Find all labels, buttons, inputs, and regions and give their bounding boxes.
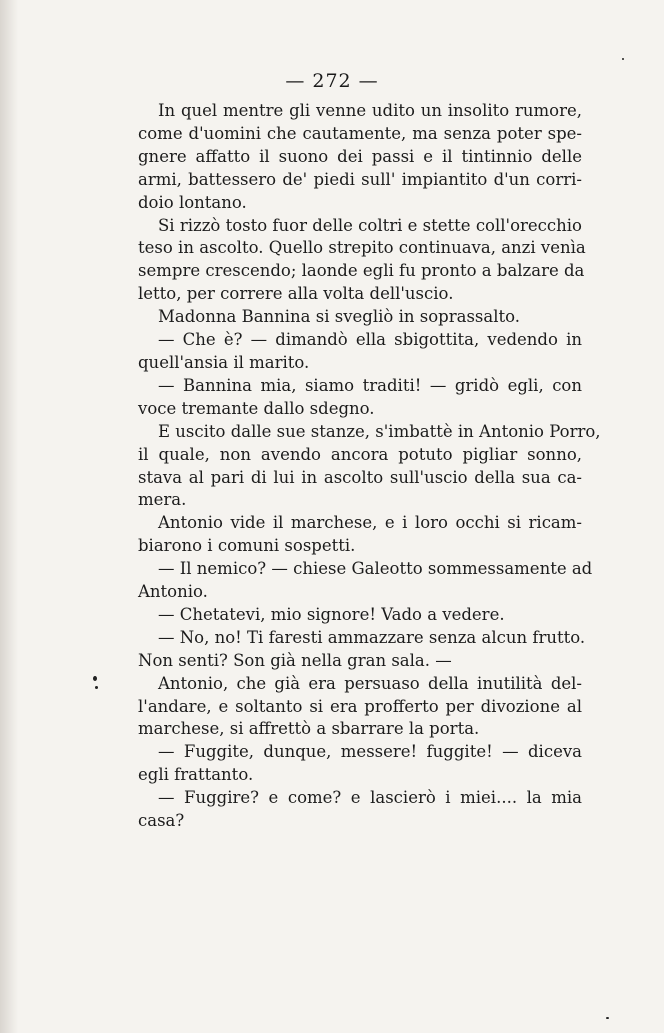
text-line: E uscito dalle sue stanze, s'imbattè in Antonio Porro,	[158, 421, 601, 441]
text-line: quell'ansia il marito.	[138, 352, 310, 372]
text-line: In quel mentre gli venne udito un insolito rumore,	[158, 101, 582, 120]
text-line: sempre crescendo; laonde egli fu pronto a balzare da	[138, 261, 585, 281]
text-line: marchese, si affrettò a sbarrare la porta.	[138, 719, 480, 739]
text-line: Non senti? Son già nella gran sala. —	[138, 650, 452, 670]
paragraph	[117, 604, 582, 627]
text-line: — No, no! Ti faresti ammazzare senza alcun frutto.	[158, 627, 586, 647]
paragraph	[117, 329, 582, 375]
text-line: Si rizzò tosto fuor delle coltri e stette coll'orecchio	[158, 215, 582, 235]
text-line: egli frattanto.	[138, 765, 254, 785]
print-speck	[95, 686, 98, 689]
body-text	[117, 100, 601, 833]
text-line: — Fuggire? e come? e lascierò i miei.... la mia	[158, 788, 582, 808]
paragraph	[117, 787, 582, 833]
paragraph	[117, 100, 582, 215]
paragraph	[117, 421, 601, 513]
binding-shadow	[0, 0, 18, 1033]
paragraph	[117, 512, 582, 558]
text-line: come d'uomini che cautamente, ma senza poter spe-	[138, 123, 582, 143]
paragraph	[117, 375, 582, 421]
text-line: teso in ascolto. Quello strepito continuava, anzi venìa	[138, 238, 586, 258]
print-speck	[93, 676, 97, 681]
text-line: il quale, non avendo ancora potuto pigliar sonno,	[138, 444, 582, 464]
page-number: — 272 —	[285, 70, 379, 92]
text-line: casa?	[138, 811, 185, 831]
paragraph	[117, 627, 586, 673]
paragraph	[117, 306, 582, 329]
print-speck	[606, 1017, 609, 1019]
text-line: mera.	[138, 490, 187, 510]
text-line: stava al pari di lui in ascolto sull'uscio della sua ca-	[138, 467, 582, 487]
text-line: — Il nemico? — chiese Galeotto sommessamente ad	[158, 559, 593, 579]
paragraph	[117, 558, 593, 604]
text-line: — Chetatevi, mio signore! Vado a vedere.	[158, 604, 505, 624]
text-line: — Fuggite, dunque, messere! fuggite! — diceva	[158, 742, 582, 762]
text-line: Madonna Bannina si svegliò in soprassalto.	[158, 307, 521, 327]
text-line: Antonio.	[138, 582, 208, 602]
text-line: voce tremante dallo sdegno.	[138, 398, 375, 418]
text-line: — Bannina mia, siamo traditi! — gridò egli, con	[158, 375, 582, 395]
text-line: letto, per correre alla volta dell'uscio.	[138, 284, 454, 304]
text-line: Antonio, che già era persuaso della inutilità del-	[158, 673, 582, 693]
text-line: Antonio vide il marchese, e i loro occhi si ricam-	[158, 513, 582, 533]
text-line: — Che è? — dimandò ella sbigottita, vedendo in	[158, 330, 582, 350]
print-speck	[622, 58, 624, 60]
text-line: biarono i comuni sospetti.	[138, 536, 356, 556]
text-line: armi, battessero de' piedi sull' impiantito d'un corri-	[138, 169, 582, 189]
paragraph	[117, 741, 582, 787]
paragraph	[117, 215, 586, 307]
text-line: doio lontano.	[138, 192, 247, 212]
text-line: gnere affatto il suono dei passi e il tintinnio delle	[138, 146, 582, 166]
text-line: l'andare, e soltanto si era profferto per divozione al	[138, 696, 582, 716]
paragraph	[117, 673, 582, 742]
